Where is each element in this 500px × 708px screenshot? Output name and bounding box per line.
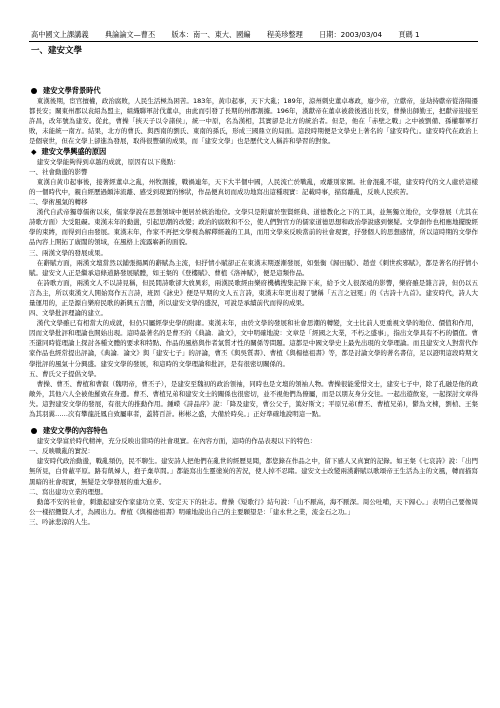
- header-subject: 典論論文—曹丕: [104, 30, 156, 39]
- paragraph: 建安時代政治動盪，戰亂頻仍，民不聊生。建安詩人把他們在亂世的經歷見聞，都您錄在作品之中，留下感人又真實的記錄。如王粲《七哀詩》說：「出門無所見，白骨蔽平原。路有飢婦人，抱子棄草間。」都能寫出生靈塗炭的苦況，使人掉不忍睹。建安文士改變兩漢辭賦以歌頌帝王生活為主的文風，轉而描寫黑暗的社會現實，無疑是文學發展的重大進步。: [29, 457, 478, 486]
- subheading: 三、吟詠悲涼的人生。: [29, 517, 94, 526]
- paragraph: 建安文學富於時代精神，充分反映出當時的社會現實。在內容方面，這時的作品表現以下的特色：: [36, 437, 317, 446]
- paragraph: 東漢自黃巾起事後，接著經董卓之亂，州牧割據，戰禍連年，天下大半個中國，人民流亡於戰亂，或離別家園。社會混亂不堪，建安時代的文人處於這樣的一個時代中，親自經歷過顛沛流離、感受到現實的惨狀，作品便真切而成功地寫出這種現實：記載時事，描寫離亂，反映人民疾苦。: [29, 177, 478, 196]
- chapter-title: 一、建安文學: [31, 46, 83, 56]
- section-heading-causes: ◆ 建安文學興盛的原因: [31, 146, 107, 156]
- diamond-icon: ◆: [31, 146, 37, 156]
- section-heading-background: 建安文學背景時代: [29, 86, 478, 96]
- document-body: [29, 86, 478, 527]
- header-page: 頁碼 1: [398, 30, 420, 39]
- header-date: 日期：2003/03/04: [319, 30, 383, 39]
- paragraph: 漢代自武帝獨尊儒術以來，儒家學說在思想領域中便居於統治地位。文學只是附庸於聖賢經典、道德教化之下的工具，並無獨立地位，文學發展（尤其在詩歌方面）大受阻礙。東漢末年的動盪，引起思潮的改變；政治的腐敗和不公，使人們對官方的儒家道德思想和政治學說感到懷疑。文學創作也相應地擺脫經學的束縛，而得到自由發展。東漢末年，作家不再把文學視為解釋經義的工具，而用文學來反映當前的社會現實，抒發個人的思想感情，所以這時期的文學作品內容上開拓了廣闊的領域，在風格上流露嶄新的面貌。: [29, 208, 478, 247]
- paragraph: 在詩歌方面，兩漢文人不以詩見稱，但民間詩歌卻大放異彩，兩漢民歌經由樂府機構搜集記錄下來，給予文人很深遠的影響，樂府雖是雜言詩，但仍以五言為主，所以東漢文人開始寫作五言詩，班固《詠史》便是早期的文人五言詩，東漢末年更出現了號稱「五言之冠冕」的《古詩十九首》。建安時代，詩人大量運用的，正是源自樂府民歌的新興五言體，所以建安文學的盛況，可說是承續前代而得的成果。: [29, 278, 478, 307]
- subheading: 二、學術風氣的轉移: [29, 198, 88, 207]
- page-header: [31, 30, 478, 40]
- paragraph: 建安文學能夠得到卓越的成就，原因有以下幾點：: [36, 157, 180, 166]
- header-edition: 版本：南一、東大、國編: [171, 30, 251, 39]
- paragraph: 動蕩不安的社會，刺激起建安作家建功立業、安定天下的壯志。曹操《短歌行》結句說：「山不厭高，海不厭深。周公吐哺，天下歸心。」表明自己要像周公一樣招攬賢人才，為國出力。曹植《與楊德祖書》明確地說出自己的主要願望是：「建永世之業，流金石之功。」: [29, 497, 478, 516]
- section-heading-themes: 建安文學的內容特色: [29, 426, 478, 436]
- header-compiler: 程美珍整理: [266, 30, 303, 39]
- subheading: 五、曹氏父子提倡文學。: [29, 369, 101, 378]
- subheading: 一、社會動盪的影響: [29, 167, 88, 176]
- header-course: 高中國文上課講義: [31, 30, 89, 39]
- subheading: 一、反映戰亂的實況：: [29, 447, 94, 456]
- subheading: 四、文學批評理論的建立。: [29, 309, 107, 318]
- subheading: 二、寫出建功立業的理想。: [29, 487, 107, 496]
- subheading: 三、兩漢文學的發展成果。: [29, 248, 107, 257]
- section-gap: [29, 419, 478, 426]
- paragraph: 曹操、曹丕、曹植和曹叡（魏明帝，曹丕子），是建安至魏初的政治領袖，同時也是文壇的領袖人物。曹操很能愛惜文士，建安七子中，除了孔融是他的政敵外，其他六人全被他羅致在身邊。曹丕、曹植兄弟和建安文士的關係也很密切，並不視他們為僚屬，而是以朋友身分交往。一起出遊飲宴，一起探討文章得失。這對建安文學的發展，有很大的推動作用。鍾嶸《詩品序》說：「降及建安，曹公父子，篤好斯文；平原兄弟(曹丕、曹植兄弟)，鬱為文棟，劉楨、王粲為其羽翼……次有攀龍託鳳自致屬車者，蓋將百計。彬彬之盛，大備於時矣。」正好準確地說明這一點。: [29, 379, 478, 418]
- paragraph: 東漢後期，宦官擅權，政治腐敗，人民生活極為困苦。183年，黃巾起事，天下大亂；189年，涼州刺史董卓專政，廢少帝，立獻帝，並劫持獻帝從洛陽遷都長安；關東州郡以袁紹為盟主，組織聯軍討伐董卓，由此而引發了長期的州郡割據。196年，漢獻帝在董卓被殺後逃出長安，曹操出師勤王，把獻帝迎接至許昌，改年號為建安。從此，曹操「挾天子以令諸侯」，統一中原，名為漢相，其實卻是北方的統治者。但是，他在「赤壁之戰」之中被劉備、孫權聯軍打敗，未能統一南方。結果，北方的曹氏、與西南的劉氏、東南的孫氏，形成三國鼎立的局面。這段時期便是文學史上著名的「建安時代」。建安時代在政治上是個衰世，但在文學上卻進為發展，取得很豐碩的成果，而「建安文學」也是歷代文人稱許和學習的對象。: [29, 97, 478, 146]
- header-rule: [29, 41, 478, 42]
- bullet-icon: [31, 88, 37, 94]
- bullet-icon: [31, 428, 37, 434]
- paragraph: 在辭賦方面，兩漢文壇當然以鋪張揚厲的辭賦為主流，但抒情小賦卻正在東漢末期逐漸發展，如張衡《歸田賦》、趙壹《刺世疾邪賦》，都是著名的抒情小賦。建安文人正是繼承這條道路發展賦體，如王粲的《登樓賦》、曹植《洛神賦》，便是這類作品。: [29, 258, 478, 277]
- paragraph: 漢代文學雖已有相當大的成就，但仍只屬經學史學的附庸。東漢末年，由於文學的發展和社會思潮的轉變，文士比前人更重視文學的地位、價值和作用，因而文學批評和理論也開始出現。這時最著名的是曹丕的《典論．論文》，文中明確地說：文章是「經國之大業，不朽之盛事」，指出文學具有不朽的價值。曹丕還同時從理論上探討各種文體的要求和特點、作品的風格與作者氣質才性的關係等問題。這都是中國文學史上最先出現的文學理論。而且建安文人對當代作家作品也經常提出評論，《典論．論文》與「建安七子」的評論，曹丕《與吳質書》、曹植《與楊德祖書》等，都是討論文學的著名書信，足以證明這段時期文學批評的風氣十分興盛。建安文學的發展，和這時的文學理論和批評，是有很密切關係的。: [29, 319, 478, 368]
